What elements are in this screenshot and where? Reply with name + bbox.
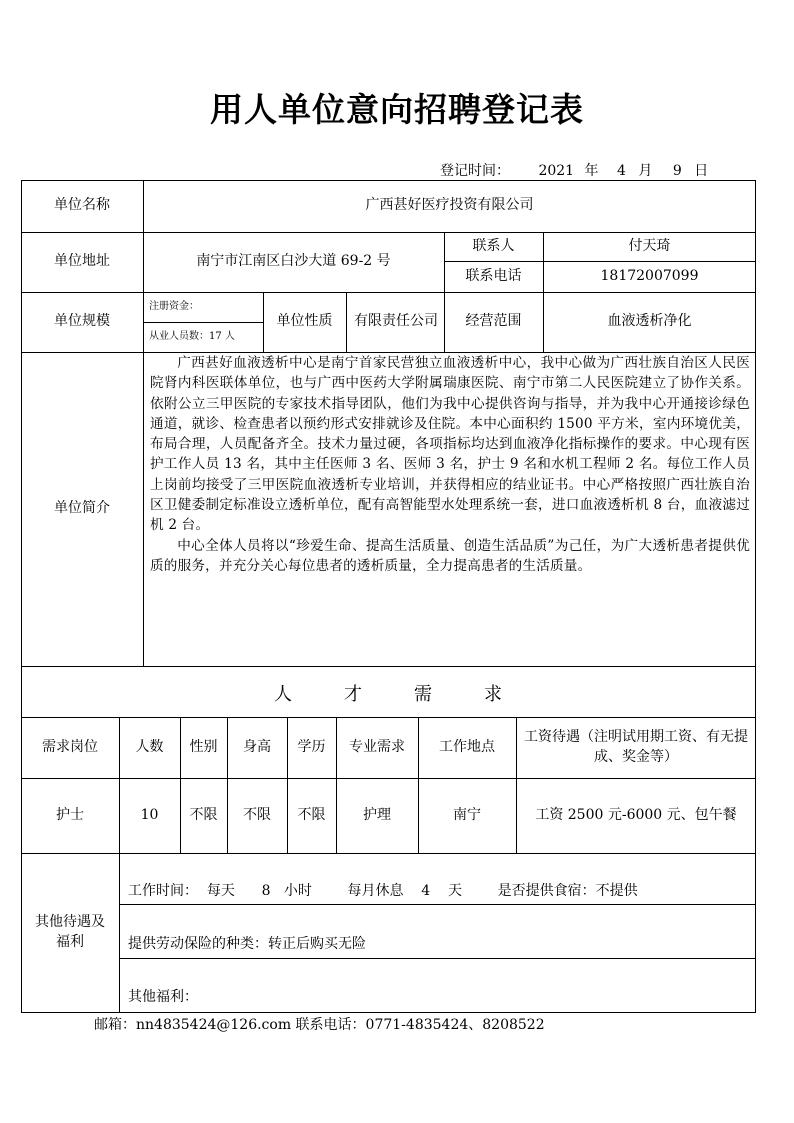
talent-heading-char: 需 — [414, 684, 432, 705]
header-location: 工作地点 — [439, 738, 495, 755]
registration-year: 2021 — [538, 163, 575, 179]
intro-paragraph: 中心全体人员将以“珍爱生命、提高生活质量、创造生活品质”为己任，为广大透析患者提供优质的服务，并充分关心每位患者的透析质量，全力提高患者的生活质量。 — [150, 537, 750, 574]
header-gender: 性别 — [189, 738, 218, 755]
company-intro — [150, 353, 750, 576]
company-address: 南宁市江南区白沙大道 69-2 号 — [196, 253, 391, 270]
address-label: 单位地址 — [54, 253, 110, 270]
company-nature: 有限责任公司 — [354, 313, 438, 330]
registration-label: 登记时间： — [440, 163, 510, 179]
registration-day-unit: 日 — [694, 163, 709, 179]
nature-label: 单位性质 — [276, 313, 333, 330]
row-divider — [21, 853, 756, 854]
talent-heading-char: 求 — [484, 684, 502, 705]
demand-major: 护理 — [363, 806, 391, 823]
registration-date — [440, 160, 708, 180]
header-major: 专业需求 — [349, 738, 405, 755]
header-salary: 工资待遇（注明试用期工资、有无提成、奖金等） — [524, 728, 748, 765]
contact-label: 联系人 — [472, 237, 515, 254]
header-position: 需求岗位 — [42, 738, 98, 755]
registration-month: 4 — [617, 163, 626, 179]
row-divider — [119, 958, 756, 959]
demand-position: 护士 — [56, 806, 84, 823]
header-height: 身高 — [243, 738, 271, 755]
intro-label: 单位简介 — [54, 500, 110, 517]
benefits-label: 其他待遇及福利 — [35, 914, 105, 950]
business-scope: 血液透析净化 — [607, 313, 692, 330]
talent-heading-char: 人 — [274, 684, 292, 705]
registration-day: 9 — [672, 163, 682, 179]
footer-contact: 邮箱：nn4835424@126.com 联系电话：0771-4835424、8208522 — [94, 1017, 545, 1033]
talent-heading-char: 才 — [344, 684, 362, 705]
demand-count: 10 — [140, 806, 159, 823]
scale-label: 单位规模 — [54, 313, 110, 330]
registration-year-unit: 年 — [584, 163, 599, 179]
intro-paragraph: 广西甚好血液透析中心是南宁首家民营独立血液透析中心，我中心做为广西壮族自治区人民医院肾内科医联体单位，也与广西中医药大学附属瑞康医院、南宁市第二人民医院建立了协作关系。 依附公立三甲医院的专家技术指导团队，他们为我中心提供咨询与指导，并为我中心开通接诊绿色通道，就诊、检查患者以预约形式安排就诊及住院。本中心面积约 1500 平方米，室内环境优美，布局合理，人员配备齐全。技术力量过硬，各项指标均达到血液净化指标操作的要求。中心现有医护工作人员 13 名，其中主任医师 3 名、医师 3 名，护士 9 名和水机工程师 2 名。每位工作人员上岗前均接受了三甲医院血液透析专业培训，并获得相应的结业证书。中心严格按照广西壮族自治区卫健委制定标准设立透析单位，配有高智能型水处理系统一套，进口血液透析机 8 台，血液滤过机 2 台。 — [150, 355, 750, 534]
demand-height: 不限 — [243, 806, 271, 823]
contact-phone: 18172007099 — [600, 267, 699, 284]
page-title: 用人单位意向招聘登记表 — [210, 90, 584, 129]
registered-capital: 注册资金： — [149, 301, 199, 312]
row-divider — [21, 666, 756, 667]
demand-gender: 不限 — [189, 806, 218, 823]
header-education: 学历 — [297, 738, 326, 755]
demand-location: 南宁 — [453, 806, 481, 823]
talent-demand-heading — [21, 669, 755, 717]
demand-education: 不限 — [297, 806, 326, 823]
company-name: 广西甚好医疗投资有限公司 — [365, 197, 534, 214]
demand-salary: 工资 2500 元-6000 元、包午餐 — [535, 806, 737, 823]
staff-count: 从业人员数：17 人 — [149, 331, 235, 342]
contact-name: 付天琦 — [628, 237, 671, 254]
insurance: 提供劳动保险的种类：转正后购买无险 — [128, 936, 366, 952]
work-time: 工作时间： 每天 8 小时 每月休息 4 天 是否提供食宿：不提供 — [128, 883, 638, 899]
business-label: 经营范围 — [465, 313, 522, 330]
phone-label: 联系电话 — [465, 267, 522, 284]
header-count: 人数 — [135, 738, 164, 755]
registration-month-unit: 月 — [638, 163, 653, 179]
col-divider — [346, 292, 347, 352]
other-benefits: 其他福利： — [128, 989, 198, 1005]
company-name-label: 单位名称 — [54, 197, 110, 214]
row-divider — [119, 904, 756, 905]
